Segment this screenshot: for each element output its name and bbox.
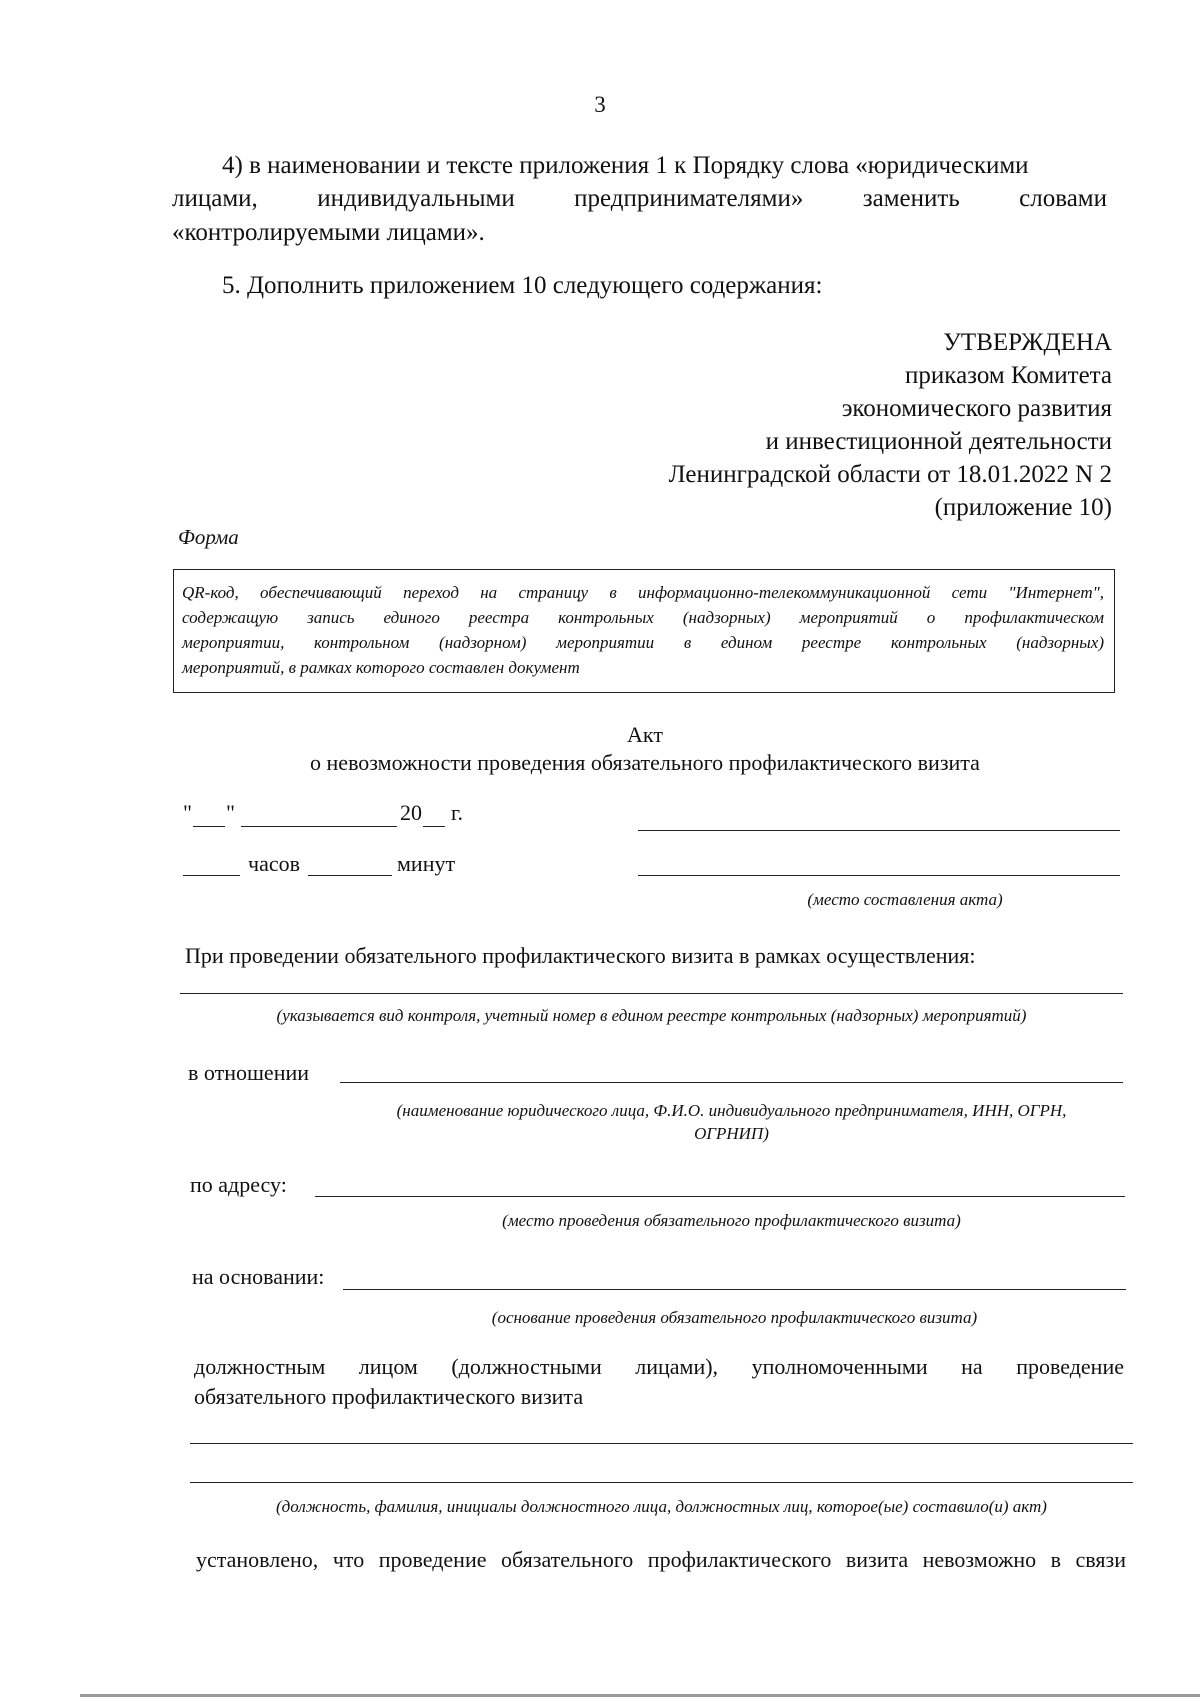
regarding-hint-2: ОГРНИП) bbox=[694, 1124, 769, 1143]
day-blank[interactable] bbox=[193, 826, 225, 827]
hours-blank[interactable] bbox=[183, 875, 240, 876]
approval-line: экономического развития bbox=[841, 395, 1112, 422]
date-quote-open: " bbox=[183, 800, 192, 825]
regarding-label: в отношении bbox=[188, 1060, 310, 1085]
month-blank[interactable] bbox=[241, 826, 397, 827]
established-text: установлено, что проведение обязательного профилактического визита невозможно в связи bbox=[196, 1547, 1126, 1572]
control-hint: (указывается вид контроля, учетный номер в едином реестре контрольных (надзорных) мероприятий) bbox=[276, 1006, 1027, 1025]
basis-hint: (основание проведения обязательного профилактического визита) bbox=[491, 1308, 978, 1327]
regarding-hint-1: (наименование юридического лица, Ф.И.О. индивидуального предпринимателя, ИНН, ОГРН, bbox=[396, 1101, 1067, 1120]
minutes-label: минут bbox=[397, 851, 456, 876]
year-prefix: 20 bbox=[400, 800, 422, 825]
approval-block bbox=[669, 326, 1112, 524]
qr-box-line: мероприятий, в рамках которого составлен документ bbox=[182, 658, 580, 677]
paragraph-4-line-1: 4) в наименовании и тексте приложения 1 к Порядку слова «юридическими bbox=[222, 152, 1029, 179]
conduct-text: При проведении обязательного профилактического визита в рамках осуществления: bbox=[185, 943, 976, 968]
year-suffix: г. bbox=[451, 800, 464, 825]
officials-hint: (должность, фамилия, инициалы должностного лица, должностных лиц, которое(ые) составило(и) акт) bbox=[276, 1497, 1047, 1516]
approval-line: Ленинградской области от 18.01.2022 N 2 bbox=[668, 461, 1112, 488]
place-hint: (место составления акта) bbox=[807, 890, 1003, 909]
officials-blank-2[interactable] bbox=[190, 1482, 1133, 1483]
officials-text-line-1: должностным лицом (должностными лицами), уполномоченными на проведение bbox=[194, 1354, 1124, 1379]
address-blank[interactable] bbox=[315, 1196, 1125, 1197]
regarding-blank[interactable] bbox=[340, 1082, 1123, 1083]
qr-box-line: QR-код, обеспечивающий переход на страницу в информационно-телекоммуникационной сети "Интернет", bbox=[182, 583, 1104, 602]
qr-box-line: содержащую запись единого реестра контрольных (надзорных) мероприятий о профилактическом bbox=[182, 608, 1104, 627]
act-subtitle: о невозможности проведения обязательного профилактического визита bbox=[310, 750, 980, 775]
paragraph-5: 5. Дополнить приложением 10 следующего содержания: bbox=[222, 272, 823, 299]
approval-line: приказом Комитета bbox=[905, 362, 1112, 389]
page-bottom-edge bbox=[80, 1694, 1200, 1697]
officials-blank-1[interactable] bbox=[190, 1443, 1133, 1444]
form-label: Форма bbox=[178, 525, 239, 549]
date-quote-close: " bbox=[226, 800, 235, 825]
qr-box-line: мероприятии, контрольном (надзорном) мероприятии в едином реестре контрольных (надзорных) bbox=[182, 633, 1104, 652]
page-number: 3 bbox=[594, 92, 606, 117]
address-hint: (место проведения обязательного профилактического визита) bbox=[502, 1211, 961, 1230]
approval-line: и инвестиционной деятельности bbox=[765, 428, 1112, 455]
paragraph-4-line-2: лицами, индивидуальными предпринимателями» заменить словами bbox=[172, 185, 1107, 212]
paragraph-4-line-3: «контролируемыми лицами». bbox=[172, 219, 485, 246]
year-blank[interactable] bbox=[423, 826, 445, 827]
basis-blank[interactable] bbox=[343, 1289, 1126, 1290]
hours-label: часов bbox=[248, 851, 300, 876]
place-blank-1[interactable] bbox=[638, 830, 1120, 831]
approval-line: (приложение 10) bbox=[934, 494, 1112, 521]
minutes-blank[interactable] bbox=[308, 875, 392, 876]
address-label: по адресу: bbox=[190, 1172, 287, 1197]
officials-text-line-2: обязательного профилактического визита bbox=[194, 1384, 584, 1409]
qr-code-box bbox=[173, 569, 1115, 693]
control-blank[interactable] bbox=[180, 993, 1123, 994]
basis-label: на основании: bbox=[192, 1264, 325, 1289]
approval-title: УТВЕРЖДЕНА bbox=[943, 329, 1112, 356]
place-blank-2[interactable] bbox=[638, 875, 1120, 876]
act-title: Акт bbox=[627, 722, 663, 747]
